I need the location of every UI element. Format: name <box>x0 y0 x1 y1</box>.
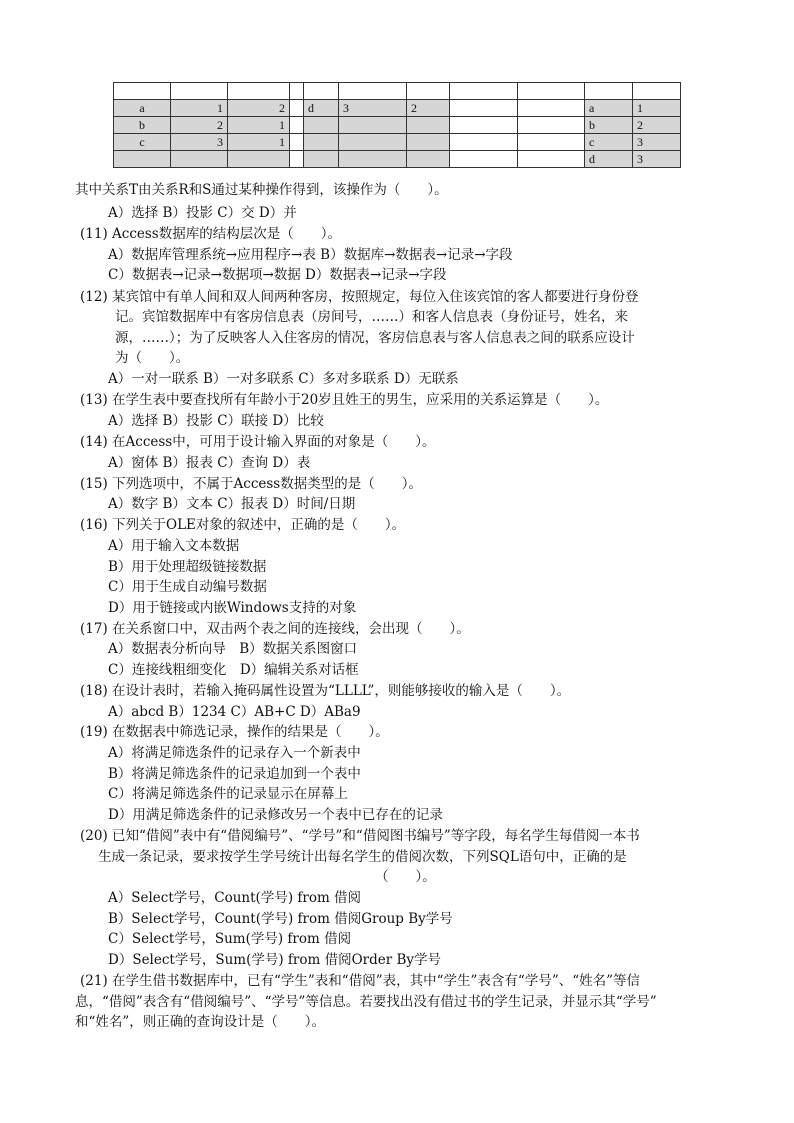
answer-options: A）选择 B）投影 C）联接 D）比较 <box>108 413 324 429</box>
table-row <box>114 83 681 100</box>
answer-option: D）用于链接或内嵌Windows支持的对象 <box>108 600 357 616</box>
table-cell <box>407 117 450 134</box>
question-19: (19) 在数据表中筛选记录，操作的结果是（ ）。 <box>80 724 389 740</box>
table-cell <box>518 134 585 151</box>
question-17: (17) 在关系窗口中，双击两个表之间的连接线，会出现（ ）。 <box>80 621 470 637</box>
question-14: (14) 在Access中，可用于设计输入界面的对象是（ ）。 <box>80 434 436 450</box>
table-row <box>114 117 681 134</box>
table-cell <box>407 83 450 100</box>
question-11: (11) Access数据库的结构层次是（ ）。 <box>80 226 341 242</box>
table-cell <box>290 100 304 117</box>
table-cell: a <box>114 100 171 117</box>
table-cell: 1 <box>633 100 681 117</box>
answer-options: A）数字 B）文本 C）报表 D）时间/日期 <box>108 496 356 512</box>
table-cell: 2 <box>171 117 228 134</box>
question-12: (12) 某宾馆中有单人间和双人间两种客房，按照规定，每位入住该宾馆的客人都要进行身份登 <box>80 289 639 305</box>
answer-options: A）数据表分析向导 B）数据关系图窗口 <box>108 641 358 657</box>
question-text: 息，“借阅”表含有“借阅编号”、“学号”等信息。若要找出没有借过书的学生记录，并显示其“学号” <box>75 994 657 1010</box>
table-cell: 2 <box>407 100 450 117</box>
table-cell: c <box>585 134 633 151</box>
question-text: （ ）。 <box>375 869 436 885</box>
table-cell: 3 <box>633 134 681 151</box>
table-cell <box>171 83 228 100</box>
table-cell <box>228 151 290 168</box>
table-cell: 3 <box>171 134 228 151</box>
question-13: (13) 在学生表中要查找所有年龄小于20岁且姓王的男生，应采用的关系运算是（ ）。 <box>80 392 609 408</box>
table-row <box>114 100 681 117</box>
table-cell <box>304 83 339 100</box>
table-cell: 2 <box>228 100 290 117</box>
answer-option: C）用于生成自动编号数据 <box>108 579 267 595</box>
question-18: (18) 在设计表时，若输入掩码属性设置为“LLLL”，则能够接收的输入是（ ）。 <box>80 683 571 699</box>
answer-option: A）Select学号，Count(学号) from 借阅 <box>108 890 362 906</box>
answer-option: D）Select学号，Sum(学号) from 借阅Order By学号 <box>108 952 442 968</box>
table-cell <box>518 151 585 168</box>
table-cell: 1 <box>171 100 228 117</box>
table-cell <box>407 134 450 151</box>
answer-options: A）一对一联系 B）一对多联系 C）多对多联系 D）无联系 <box>108 371 459 387</box>
answer-option: A）将满足筛选条件的记录存入一个新表中 <box>108 745 361 761</box>
table-cell <box>450 117 518 134</box>
table-row <box>114 134 681 151</box>
table-cell <box>339 117 407 134</box>
table-cell <box>114 83 171 100</box>
table-cell: 1 <box>228 117 290 134</box>
table-cell <box>290 83 304 100</box>
table-cell <box>585 83 633 100</box>
question-16: (16) 下列关于OLE对象的叙述中，正确的是（ ）。 <box>80 517 406 533</box>
table-cell <box>339 151 407 168</box>
table-cell: d <box>304 100 339 117</box>
table-cell <box>171 151 228 168</box>
table-cell <box>304 151 339 168</box>
question-text: 和“姓名”，则正确的查询设计是（ ）。 <box>75 1014 326 1030</box>
table-cell: b <box>585 117 633 134</box>
table-cell <box>290 151 304 168</box>
table-cell <box>450 100 518 117</box>
answer-option: C）Select学号，Sum(学号) from 借阅 <box>108 931 352 947</box>
answer-option: C）将满足筛选条件的记录显示在屏幕上 <box>108 786 348 802</box>
table-cell <box>450 134 518 151</box>
table-cell <box>518 83 585 100</box>
table-cell <box>518 100 585 117</box>
answer-option: B）用于处理超级链接数据 <box>108 559 267 575</box>
table-cell <box>114 151 171 168</box>
answer-options: A）数据库管理系统→应用程序→表 B）数据库→数据表→记录→字段 <box>108 247 513 263</box>
relation-table <box>113 82 681 168</box>
question-stem: 其中关系T由关系R和S通过某种操作得到，该操作为（ ）。 <box>75 182 448 198</box>
table-cell: a <box>585 100 633 117</box>
answer-option: B）将满足筛选条件的记录追加到一个表中 <box>108 766 361 782</box>
question-text: 记。宾馆数据库中有客房信息表（房间号，……）和客人信息表（身份证号，姓名，来 <box>115 309 628 325</box>
table-cell <box>450 151 518 168</box>
table-cell <box>518 117 585 134</box>
table-cell <box>290 134 304 151</box>
table-cell <box>304 117 339 134</box>
table-cell <box>450 83 518 100</box>
question-21: (21) 在学生借书数据库中，已有“学生”表和“借阅”表，其中“学生”表含有“学号”、“姓名”等信 <box>80 973 641 989</box>
table-row <box>114 151 681 168</box>
answer-option: B）Select学号，Count(学号) from 借阅Group By学号 <box>108 911 453 927</box>
table-cell <box>407 151 450 168</box>
answer-options: A）abcd B）1234 C）AB+C D）ABa9 <box>108 704 361 720</box>
answer-option: D）用满足筛选条件的记录修改另一个表中已存在的记录 <box>108 807 443 823</box>
table-cell: 2 <box>633 117 681 134</box>
question-text: 源，……）；为了反映客人入住客房的情况，客房信息表与客人信息表之间的联系应设计 <box>115 330 635 346</box>
answer-options: C）数据表→记录→数据项→数据 D）数据表→记录→字段 <box>108 267 447 283</box>
table-cell: 3 <box>339 100 407 117</box>
question-20: (20) 已知“借阅”表中有“借阅编号”、“学号”和“借阅图书编号”等字段，每名学生每借阅一本书 <box>80 828 640 844</box>
table-cell: d <box>585 151 633 168</box>
table-cell: 3 <box>633 151 681 168</box>
answer-options: A）窗体 B）报表 C）查询 D）表 <box>108 455 311 471</box>
table-cell <box>228 83 290 100</box>
table-cell <box>339 134 407 151</box>
table-cell <box>290 117 304 134</box>
answer-option: A）用于输入文本数据 <box>108 538 240 554</box>
table-cell <box>633 83 681 100</box>
question-15: (15) 下列选项中，不属于Access数据类型的是（ ）。 <box>80 476 422 492</box>
question-text: 生成一条记录，要求按学生学号统计出每名学生的借阅次数，下列SQL语句中，正确的是 <box>98 849 627 865</box>
table-cell <box>304 134 339 151</box>
question-text: 为（ ）。 <box>115 350 190 366</box>
answer-options: C）连接线粗细变化 D）编辑关系对话框 <box>108 662 359 678</box>
table-cell <box>339 83 407 100</box>
answer-options: A）选择 B）投影 C）交 D）并 <box>108 205 297 221</box>
table-cell: b <box>114 117 171 134</box>
table-cell: c <box>114 134 171 151</box>
table-cell: 1 <box>228 134 290 151</box>
